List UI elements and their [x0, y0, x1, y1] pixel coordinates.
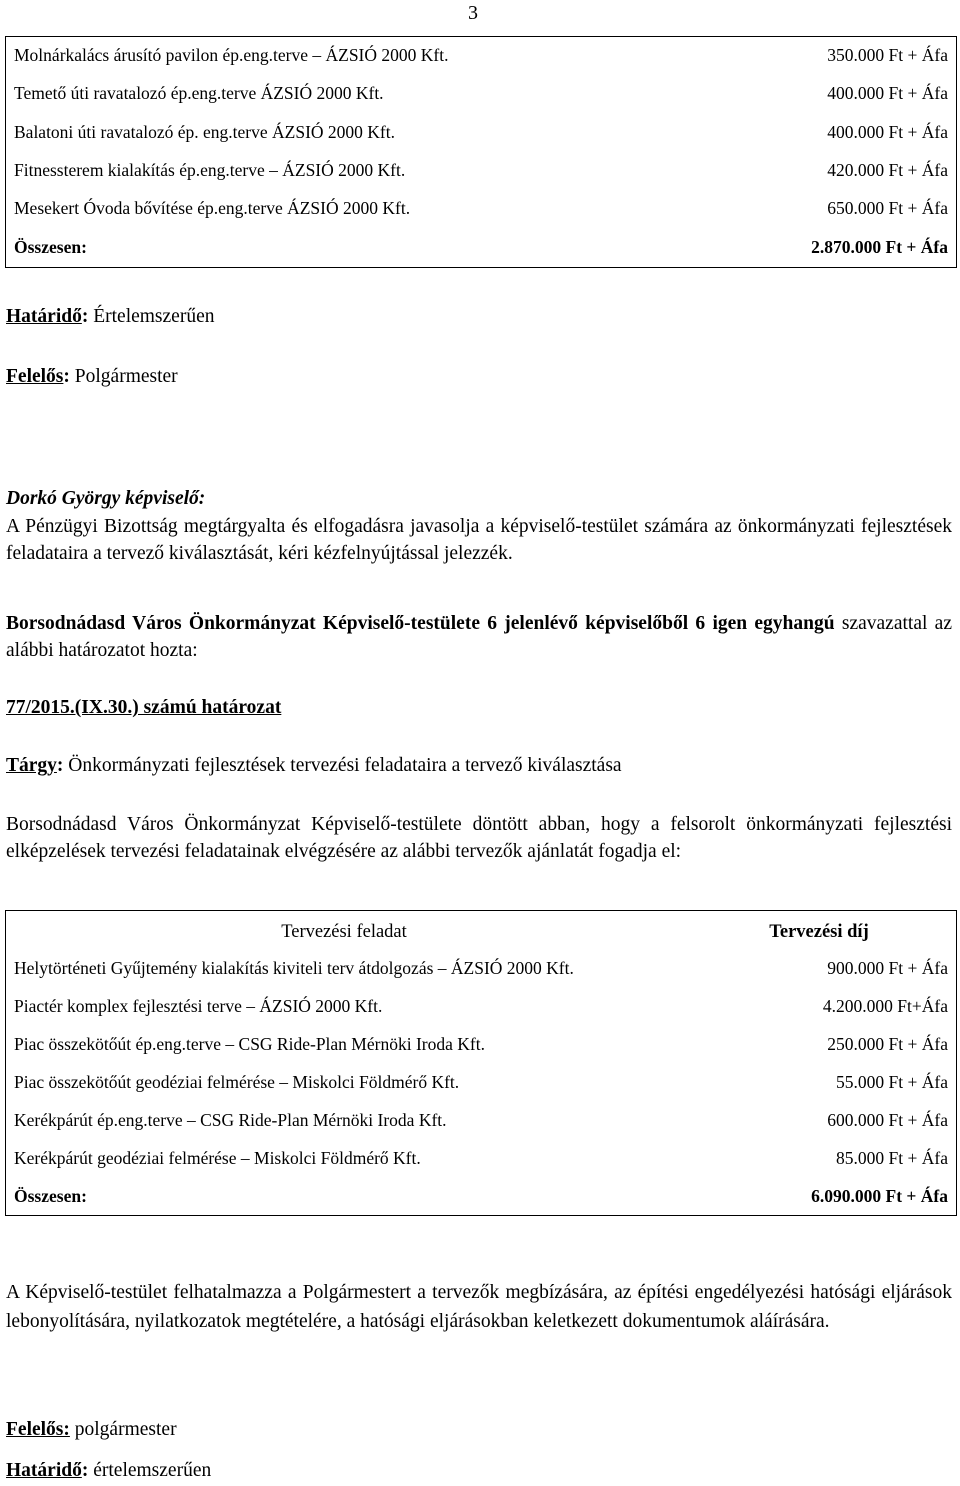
deadline-sep: :	[81, 306, 89, 327]
fee-cell: 400.000 Ft + Áfa	[827, 83, 948, 104]
task-cell: Mesekert Óvoda bővítése ép.eng.terve ÁZSIÓ 2000 Kft.	[14, 198, 411, 219]
task-cell: Piac összekötőút geodéziai felmérése – Miskolci Földmérő Kft.	[14, 1072, 460, 1092]
total-label: Összesen:	[14, 236, 87, 257]
table-row	[6, 987, 957, 1025]
responsible-value: polgármester	[69, 1419, 177, 1440]
header-fee: Tervezési díj	[769, 922, 869, 942]
subject-sep: :	[56, 755, 64, 776]
table-row	[6, 114, 957, 152]
deadline-label: Határidő	[6, 306, 82, 327]
decision-text: Borsodnádasd Város Önkormányzat Képviselő-testülete döntött abban, hogy a felsorolt önkormányzati fejlesztési elképzelések tervezési feladatainak elvégzésére az alábbi tervezők ajánlatát fogadja el:	[6, 814, 952, 862]
table-row	[6, 1025, 957, 1063]
task-cell: Balatoni úti ravatalozó ép. eng.terve ÁZSIÓ 2000 Kft.	[14, 121, 396, 142]
subject-label: Tárgy	[6, 755, 57, 776]
page-number: 3	[468, 2, 478, 24]
responsible-label: Felelős	[6, 366, 64, 387]
fee-cell: 350.000 Ft + Áfa	[827, 45, 948, 65]
task-cell: Helytörténeti Gyűjtemény kialakítás kiviteli terv átdolgozás – ÁZSIÓ 2000 Kft.	[14, 958, 574, 978]
fee-cell: 250.000 Ft + Áfa	[827, 1034, 948, 1054]
fee-cell: 55.000 Ft + Áfa	[836, 1072, 948, 1092]
responsible-label: Felelős:	[6, 1419, 70, 1440]
fee-cell: 4.200.000 Ft+Áfa	[822, 996, 948, 1016]
vote-rest: szavazattal az alábbi határozatot hozta:	[6, 613, 952, 661]
responsible-value: Polgármester	[69, 366, 178, 387]
task-cell: Kerékpárút ép.eng.terve – CSG Ride-Plan Mérnöki Iroda Kft.	[14, 1110, 447, 1130]
table-header-row	[6, 911, 957, 950]
task-cell: Molnárkalács árusító pavilon ép.eng.terve – ÁZSIÓ 2000 Kft.	[14, 45, 449, 65]
table-row	[6, 1063, 957, 1101]
task-cell: Fitnessterem kialakítás ép.eng.terve – ÁZSIÓ 2000 Kft.	[14, 159, 406, 180]
task-cell: Temető úti ravatalozó ép.eng.terve ÁZSIÓ 2000 Kft.	[14, 83, 384, 104]
table-row	[6, 75, 957, 113]
table-row	[6, 37, 957, 76]
task-cell: Piac összekötőút ép.eng.terve – CSG Ride-Plan Mérnöki Iroda Kft.	[14, 1034, 485, 1054]
responsible-line-2	[6, 1419, 177, 1441]
speaker-heading: Dorkó György képviselő:	[6, 488, 206, 509]
fee-cell: 900.000 Ft + Áfa	[827, 958, 948, 978]
deadline-value: Értelemszerűen	[88, 306, 215, 327]
deadline-value: értelemszerűen	[88, 1460, 212, 1481]
bottom-fee-table	[5, 910, 957, 1216]
responsible-line	[6, 366, 178, 388]
fee-cell: 85.000 Ft + Áfa	[836, 1148, 948, 1168]
total-label: Összesen:	[14, 1186, 87, 1206]
subject-value: Önkormányzati fejlesztések tervezési feladataira a tervező kiválasztása	[63, 755, 622, 776]
table-row	[6, 190, 957, 228]
task-cell: Kerékpárút geodéziai felmérése – Miskolci Földmérő Kft.	[14, 1148, 421, 1168]
table-row	[6, 1139, 957, 1177]
fee-cell: 400.000 Ft + Áfa	[827, 121, 948, 142]
speaker-text: A Pénzügyi Bizottság megtárgyalta és elfogadásra javasolja a képviselő-testület számára az önkormányzati fejlesztések feladataira a tervező kiválasztását, kéri kézfelnyújtással jelezzék.	[6, 516, 952, 564]
deadline-sep: :	[81, 1460, 89, 1481]
responsible-sep: :	[63, 366, 70, 387]
vote-text	[6, 610, 952, 664]
task-cell: Piactér komplex fejlesztési terve – ÁZSIÓ 2000 Kft.	[14, 996, 383, 1016]
authorization-text: A Képviselő-testület felhatalmazza a Polgármestert a tervezők megbízására, az építési engedélyezési hatósági eljárások lebonyolítására, nyilatkozatok megtételére, a hatósági eljárásokban keletkezett dokumentumok aláírására.	[6, 1282, 952, 1332]
fee-cell: 420.000 Ft + Áfa	[827, 159, 948, 180]
table-row	[6, 949, 957, 987]
deadline-label: Határidő	[6, 1460, 82, 1481]
fee-cell: 650.000 Ft + Áfa	[827, 198, 948, 219]
total-amount: 6.090.000 Ft + Áfa	[811, 1186, 948, 1206]
subject-line	[6, 755, 622, 777]
table-row	[6, 152, 957, 190]
fee-cell: 600.000 Ft + Áfa	[827, 1110, 948, 1130]
total-row	[6, 229, 957, 268]
top-fee-table	[5, 36, 957, 268]
header-task: Tervezési feladat	[281, 922, 407, 942]
table-row	[6, 1101, 957, 1139]
total-row	[6, 1177, 957, 1216]
resolution-title: 77/2015.(IX.30.) számú határozat	[6, 697, 282, 718]
deadline-line	[6, 306, 214, 328]
deadline-line-2	[6, 1460, 211, 1482]
total-amount: 2.870.000 Ft + Áfa	[811, 236, 948, 257]
vote-bold: Borsodnádasd Város Önkormányzat Képviselő-testülete 6 jelenlévő képviselőből 6 igen egyhangú	[6, 613, 835, 634]
